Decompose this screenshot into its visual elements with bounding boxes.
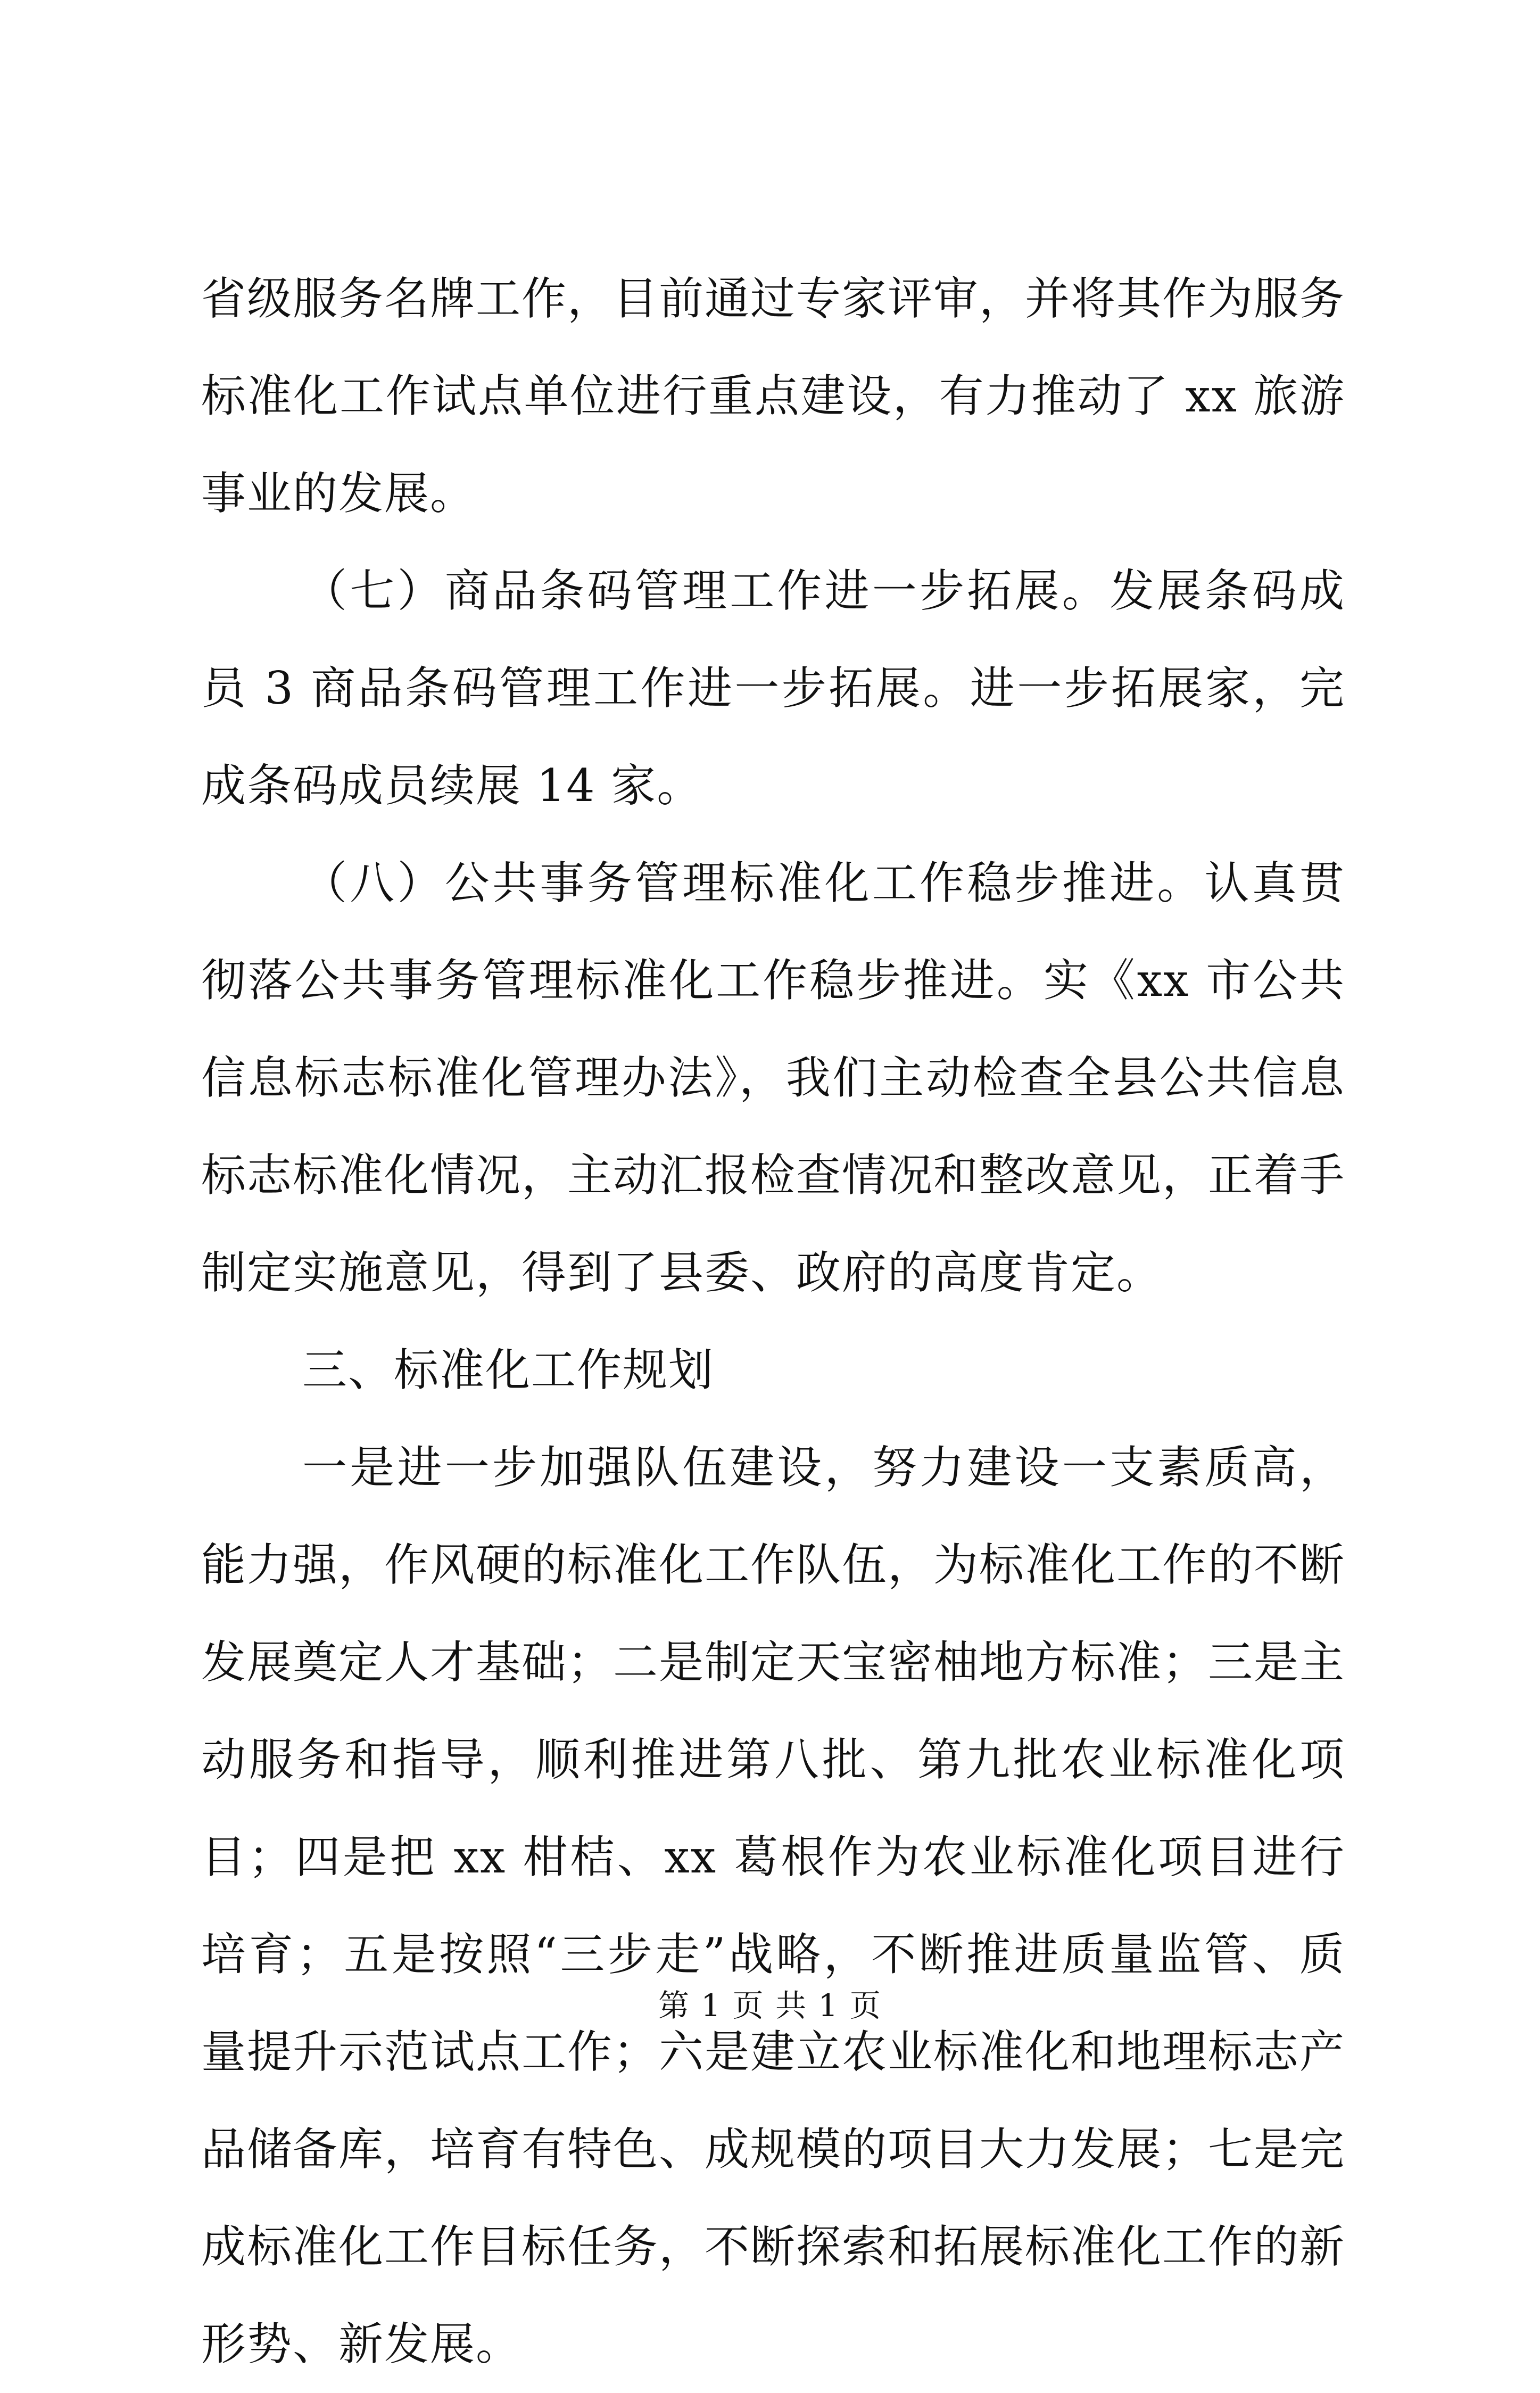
paragraph-section-7: （七）商品条码管理工作进一步拓展。发展条码成员 3 商品条码管理工作进一步拓展。进一步拓展家，完成条码成员续展 14 家。	[201, 565, 1345, 812]
page-footer: 第 1 页 共 1 页	[658, 1987, 882, 2024]
section-heading-3: 三、标准化工作规划	[302, 1344, 715, 1396]
paragraph-continuation: 省级服务名牌工作，目前通过专家评审，并将其作为服务标准化工作试点单位进行重点建设，有力推动了 xx 旅游事业的发展。	[201, 273, 1346, 519]
paragraph-plan: 一是进一步加强队伍建设，努力建设一支素质高，能力强，作风硬的标准化工作队伍，为标准化工作的不断发展奠定人才基础；二是制定天宝密柚地方标准；三是主动服务和指导，顺利推进第八批、第九批农业标准化项目；四是把 xx 柑桔、xx 葛根作为农业标准化项目进行培育；五是按照“三步走”战略，不断推进质量监管、质量提升示范试点工作；六是建立农业标准化和地理标志产品储备库，培育有特色、成规模的项目大力发展；七是完成标准化工作目标任务，不断探索和拓展标准化工作的新形势、新发展。	[201, 1441, 1346, 2370]
paragraph-section-8: （八）公共事务管理标准化工作稳步推进。认真贯彻落公共事务管理标准化工作稳步推进。实《xx 市公共信息标志标准化管理办法》，我们主动检查全县公共信息标志标准化情况，主动汇报检查情况和整改意见，正着手制定实施意见，得到了县委、政府的高度肯定。	[201, 857, 1346, 1299]
document-body	[201, 250, 1345, 2393]
